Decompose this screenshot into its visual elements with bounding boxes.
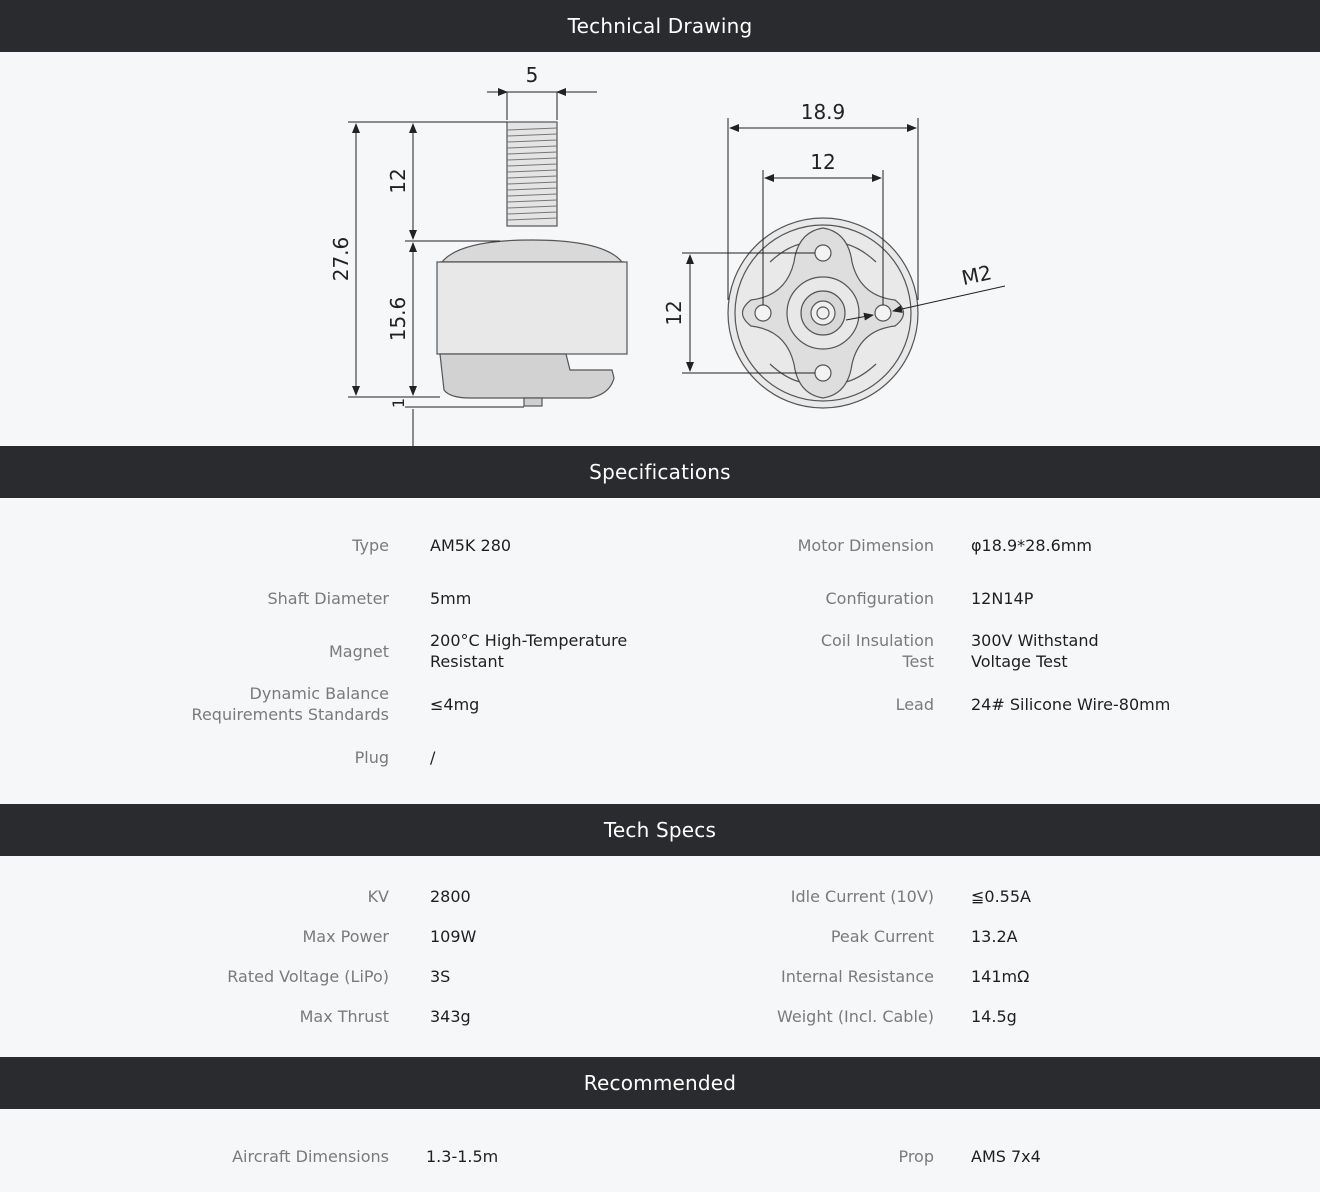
spec-magnet-label: Magnet (328, 642, 389, 661)
specifications-table (0, 498, 1320, 804)
technical-drawing (0, 52, 1320, 446)
spec-balance-label: Dynamic Balance Requirements Standards (191, 684, 389, 724)
rec-aircraft-label: Aircraft Dimensions (232, 1147, 389, 1166)
rec-aircraft-value: 1.3-1.5m (426, 1147, 499, 1166)
tech-peak-current-value: 13.2A (971, 927, 1018, 946)
recommended-table (0, 1109, 1320, 1192)
technical-drawing-header (0, 0, 1320, 52)
dim-shaft-length: 12 (386, 168, 410, 194)
recommended-title: Recommended (583, 1071, 737, 1095)
tech-rated-voltage-value: 3S (430, 967, 451, 986)
spec-type-value: AM5K 280 (430, 536, 512, 555)
motor-drawing-svg (0, 52, 1320, 446)
side-view (437, 122, 627, 406)
dim-base: 1 (389, 397, 408, 409)
tech-kv-label: KV (367, 887, 389, 906)
dim-mount-spacing-vertical: 12 (662, 300, 686, 326)
spec-magnet-value: 200°C High-Temperature Resistant (430, 631, 628, 671)
tech-internal-resistance-label: Internal Resistance (781, 967, 934, 986)
dim-outer-diameter: 18.9 (800, 100, 846, 124)
tech-specs-header (0, 804, 1320, 856)
spec-config-value: 12N14P (971, 589, 1034, 608)
spec-lead-value: 24# Silicone Wire-80mm (971, 695, 1171, 714)
spec-dimension-label: Motor Dimension (797, 536, 934, 555)
spec-lead-label: Lead (895, 695, 934, 714)
spec-type-label: Type (352, 536, 389, 555)
tech-internal-resistance-value: 141mΩ (971, 967, 1030, 986)
tech-idle-current-value: ≦0.55A (971, 887, 1031, 906)
rec-prop-label: Prop (898, 1147, 934, 1166)
spec-dimension-value: φ18.9*28.6mm (971, 536, 1092, 555)
spec-coil-label: Coil Insulation Test (820, 631, 934, 671)
tech-specs-title: Tech Specs (603, 818, 717, 842)
bottom-view (728, 218, 918, 408)
spec-balance-value: ≤4mg (430, 695, 480, 714)
dim-mount-spacing-horizontal: 12 (810, 150, 836, 174)
specifications-header (0, 446, 1320, 498)
dim-screw-size: M2 (959, 260, 994, 291)
spec-plug-value: / (430, 748, 436, 767)
tech-weight-value: 14.5g (971, 1007, 1017, 1026)
tech-max-power-value: 109W (430, 927, 477, 946)
tech-max-thrust-label: Max Thrust (299, 1007, 389, 1026)
spec-coil-value: 300V Withstand Voltage Test (971, 631, 1099, 671)
spec-plug-label: Plug (354, 748, 389, 767)
tech-max-power-label: Max Power (302, 927, 389, 946)
dim-total-height: 27.6 (329, 236, 353, 282)
rec-prop-value: AMS 7x4 (971, 1147, 1041, 1166)
spec-shaft-value: 5mm (430, 589, 472, 608)
tech-max-thrust-value: 343g (430, 1007, 471, 1026)
specifications-title: Specifications (589, 460, 731, 484)
dim-body-height: 15.6 (386, 296, 410, 342)
recommended-header (0, 1057, 1320, 1109)
dim-shaft-width: 5 (525, 63, 539, 87)
technical-drawing-title: Technical Drawing (567, 14, 753, 38)
spec-config-label: Configuration (825, 589, 934, 608)
tech-weight-label: Weight (Incl. Cable) (776, 1007, 934, 1026)
spec-shaft-label: Shaft Diameter (267, 589, 389, 608)
tech-peak-current-label: Peak Current (830, 927, 934, 946)
tech-rated-voltage-label: Rated Voltage (LiPo) (227, 967, 389, 986)
tech-kv-value: 2800 (430, 887, 471, 906)
tech-specs-table (0, 856, 1320, 1057)
tech-idle-current-label: Idle Current (10V) (790, 887, 934, 906)
